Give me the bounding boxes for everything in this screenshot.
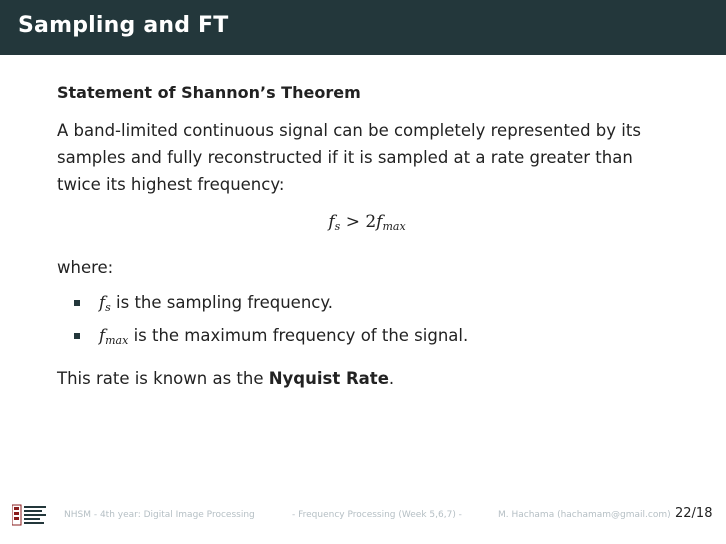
footer-author: M. Hachama (hachamam@gmail.com) xyxy=(498,510,671,520)
paragraph-line-2: samples and fully reconstructed if it is sampled at a rate greater than xyxy=(57,148,633,167)
definition-list xyxy=(57,293,677,359)
footer-course: NHSM - 4th year: Digital Image Processing xyxy=(64,510,255,520)
formula-rhs-sub: max xyxy=(382,220,406,233)
slide-footer xyxy=(0,498,726,538)
page-number: 22/18 xyxy=(675,506,713,521)
theorem-paragraph xyxy=(57,117,677,198)
list-item xyxy=(57,293,677,326)
footer-section: - Frequency Processing (Week 5,6,7) - xyxy=(292,510,462,520)
statement-heading: Statement of Shannon’s Theorem xyxy=(57,83,361,102)
square-bullet-icon xyxy=(74,333,80,339)
rate-prefix: This rate is known as the xyxy=(57,369,264,388)
where-label: where: xyxy=(57,258,114,277)
formula-coeff: 2 xyxy=(365,212,377,232)
frame-title-bar xyxy=(0,0,726,55)
slide-content xyxy=(57,83,677,388)
bullet-text: is the maximum frequency of the signal. xyxy=(133,326,469,345)
bullet-text: is the sampling frequency. xyxy=(116,293,334,312)
nyquist-rate-sentence xyxy=(57,369,677,388)
paragraph-line-1: A band-limited continuous signal can be completely represented by its xyxy=(57,121,641,140)
symbol-fmax: $f_{max}$ xyxy=(99,326,129,347)
formula-operator: > xyxy=(345,212,360,232)
square-bullet-icon xyxy=(74,300,80,306)
formula-rhs: f xyxy=(376,212,383,232)
rate-term: Nyquist Rate xyxy=(268,369,389,388)
frame-title: Sampling and FT xyxy=(18,13,229,38)
formula-lhs: f xyxy=(328,212,335,232)
paragraph-line-3: twice its highest frequency: xyxy=(57,175,285,194)
rate-suffix: . xyxy=(388,369,395,388)
institution-logo-icon xyxy=(12,504,48,526)
symbol-fs: $f_s$ xyxy=(99,293,111,314)
list-item xyxy=(57,326,677,359)
formula-lhs-sub: s xyxy=(334,220,341,233)
nyquist-formula xyxy=(57,212,677,238)
